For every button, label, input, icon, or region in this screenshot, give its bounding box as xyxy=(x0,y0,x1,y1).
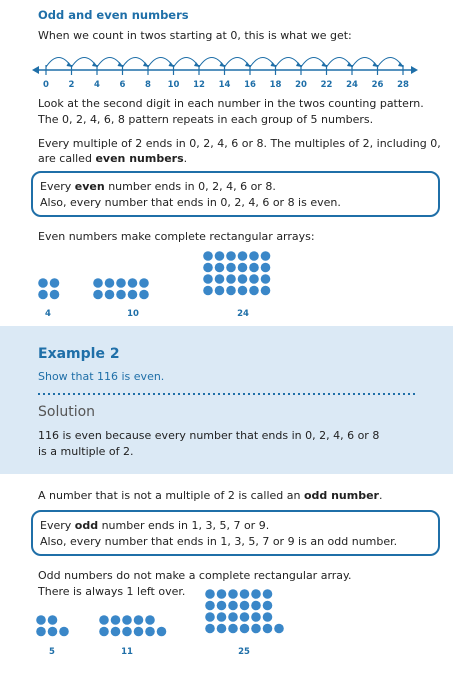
solution-line2: is a multiple of 2. xyxy=(38,445,134,458)
odd-dot-leftover xyxy=(59,627,69,637)
odd-dot xyxy=(240,624,250,634)
number-line-label: 0 xyxy=(43,80,49,90)
even-dot xyxy=(203,274,213,284)
dotted-divider xyxy=(38,392,418,396)
odd-dot xyxy=(99,615,109,625)
odd-dot xyxy=(205,589,215,599)
even-dot xyxy=(128,290,138,300)
even-dot xyxy=(105,290,115,300)
odd-dot xyxy=(251,624,261,634)
odd-dot xyxy=(205,601,215,611)
even-arrays-intro: Even numbers make complete rectangular arrays: xyxy=(38,230,315,243)
even-dot xyxy=(238,286,248,296)
even-dot xyxy=(50,278,60,288)
number-line-label: 22 xyxy=(320,80,333,90)
example-heading: Example 2 xyxy=(38,346,120,362)
odd-dot xyxy=(48,627,58,637)
even-rule-suffix: number ends in 0, 2, 4, 6 or 8. xyxy=(104,180,276,193)
even-rule-prefix: Every xyxy=(40,180,75,193)
odd-rule-prefix: Every xyxy=(40,519,75,532)
number-line xyxy=(30,48,420,90)
even-dot xyxy=(238,263,248,273)
odd-dot xyxy=(251,612,261,622)
even-dot xyxy=(128,278,138,288)
odd-rule-box xyxy=(31,510,440,556)
arrow-left-icon xyxy=(32,66,39,74)
para1-line2: The 0, 2, 4, 6, 8 pattern repeats in each group of 5 numbers. xyxy=(38,113,374,126)
even-array-label-10: 10 xyxy=(127,309,139,319)
odd-array-label-11: 11 xyxy=(121,647,133,657)
odd-dot xyxy=(263,589,273,599)
odd-dot xyxy=(228,601,238,611)
even-arrays xyxy=(30,248,360,322)
number-line-label: 14 xyxy=(218,80,231,90)
odd-dot xyxy=(205,624,215,634)
para2-line1: Every multiple of 2 ends in 0, 2, 4, 6 or 8. The multiples of 2, including 0, xyxy=(38,137,441,150)
number-line-label: 28 xyxy=(397,80,409,90)
odd-dot xyxy=(111,615,121,625)
even-rule-line2: Also, every number that ends in 0, 2, 4, 6 or 8 is even. xyxy=(40,196,341,209)
para1-line1: Look at the second digit in each number in the twos counting pattern. xyxy=(38,97,424,110)
number-line-label: 24 xyxy=(346,80,358,90)
number-line-label: 12 xyxy=(193,80,205,90)
odd-dot xyxy=(48,615,58,625)
odd-dot xyxy=(228,589,238,599)
even-dot xyxy=(50,290,60,300)
even-dot xyxy=(261,274,271,284)
odd-dot xyxy=(145,615,155,625)
number-line-label: 18 xyxy=(269,80,282,90)
even-dot xyxy=(249,274,259,284)
para2-prefix: are called xyxy=(38,152,96,165)
number-line-label: 26 xyxy=(371,80,384,90)
odd-dot xyxy=(251,601,261,611)
arrow-right-icon xyxy=(411,66,418,74)
number-line-label: 6 xyxy=(119,80,126,90)
even-numbers-term: even numbers xyxy=(95,152,184,165)
number-line-label: 2 xyxy=(68,80,75,90)
odd-dot xyxy=(36,627,46,637)
odd-term: odd xyxy=(74,519,99,532)
even-dot xyxy=(203,286,213,296)
even-dot xyxy=(226,251,236,261)
odd-dot-leftover xyxy=(274,624,284,634)
even-array-label-24: 24 xyxy=(237,309,249,319)
even-dot xyxy=(226,263,236,273)
even-dot xyxy=(238,251,248,261)
odd-dot xyxy=(36,615,46,625)
even-dot xyxy=(116,290,126,300)
odd-dot xyxy=(99,627,109,637)
odd-rule-suffix: number ends in 1, 3, 5, 7 or 9. xyxy=(98,519,270,532)
odd-dot xyxy=(134,615,144,625)
odd-dot xyxy=(240,589,250,599)
even-dot xyxy=(215,274,225,284)
para2-suffix: . xyxy=(183,152,188,165)
number-line-label: 4 xyxy=(94,80,100,90)
even-dot xyxy=(249,263,259,273)
odd-dot xyxy=(145,627,155,637)
even-dot xyxy=(203,263,213,273)
odd-dot xyxy=(217,601,227,611)
number-line-label: 10 xyxy=(167,80,180,90)
even-dot xyxy=(203,251,213,261)
even-dot xyxy=(116,278,126,288)
solution-heading: Solution xyxy=(38,404,96,420)
para2-line2 xyxy=(38,151,187,166)
even-rule-box xyxy=(31,171,440,217)
odd-array-label-5: 5 xyxy=(49,647,55,657)
odd-dot xyxy=(228,612,238,622)
odd-rule-line1 xyxy=(40,518,269,533)
odd-dot xyxy=(217,589,227,599)
number-line-label: 16 xyxy=(244,80,256,90)
odd-dot xyxy=(263,624,273,634)
odd-arrays-line2: There is always 1 left over. xyxy=(38,585,186,598)
solution-line1: 116 is even because every number that ends in 0, 2, 4, 6 or 8 xyxy=(38,429,380,442)
even-array-label-4: 4 xyxy=(45,309,51,319)
even-dot xyxy=(261,263,271,273)
odd-dot xyxy=(205,612,215,622)
even-dot xyxy=(261,251,271,261)
section-title: Odd and even numbers xyxy=(38,8,189,22)
odd-array-label-25: 25 xyxy=(238,647,250,657)
example-question: Show that 116 is even. xyxy=(38,370,165,383)
even-dot xyxy=(249,251,259,261)
even-dot xyxy=(105,278,115,288)
even-rule-line1 xyxy=(40,179,276,194)
even-dot xyxy=(93,290,103,300)
odd-dot xyxy=(263,612,273,622)
even-dot xyxy=(38,278,48,288)
odd-dot xyxy=(134,627,144,637)
odd-arrays xyxy=(30,588,360,660)
even-dot xyxy=(215,286,225,296)
odd-definition-suffix: . xyxy=(379,489,383,502)
odd-dot-leftover xyxy=(157,627,167,637)
even-dot xyxy=(226,286,236,296)
number-line-labels xyxy=(43,80,409,90)
odd-dot xyxy=(251,589,261,599)
odd-number-term: odd number xyxy=(303,489,379,502)
even-dot xyxy=(215,251,225,261)
even-term: even xyxy=(74,180,105,193)
odd-dot xyxy=(122,627,132,637)
number-line-label: 8 xyxy=(145,80,151,90)
odd-dot xyxy=(240,612,250,622)
odd-dot xyxy=(228,624,238,634)
even-dot xyxy=(139,290,149,300)
even-dot xyxy=(238,274,248,284)
odd-definition-prefix: A number that is not a multiple of 2 is called an xyxy=(38,489,304,502)
odd-definition xyxy=(38,488,383,503)
odd-dot xyxy=(240,601,250,611)
odd-dot xyxy=(122,615,132,625)
even-dot xyxy=(38,290,48,300)
even-dot xyxy=(215,263,225,273)
even-dot xyxy=(93,278,103,288)
odd-dot xyxy=(217,612,227,622)
odd-dot xyxy=(111,627,121,637)
odd-arrays-line1: Odd numbers do not make a complete rectangular array. xyxy=(38,569,352,582)
odd-dot xyxy=(217,624,227,634)
odd-dot-arrays xyxy=(36,589,284,636)
intro-text: When we count in twos starting at 0, this is what we get: xyxy=(38,29,352,42)
even-dot xyxy=(139,278,149,288)
even-dot xyxy=(261,286,271,296)
odd-dot xyxy=(263,601,273,611)
number-line-label: 20 xyxy=(295,80,307,90)
even-dot xyxy=(226,274,236,284)
even-dot xyxy=(249,286,259,296)
even-dot-arrays xyxy=(38,251,270,299)
odd-rule-line2: Also, every number that ends in 1, 3, 5, 7 or 9 is an odd number. xyxy=(40,535,398,548)
